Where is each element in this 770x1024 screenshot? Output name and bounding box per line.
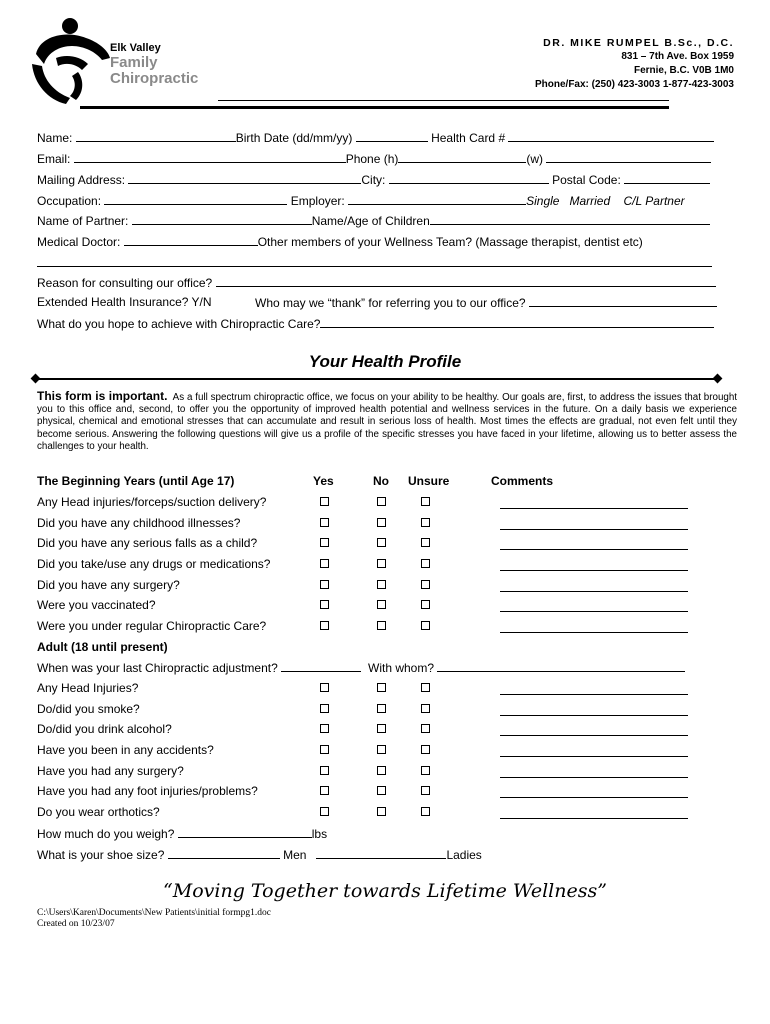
birth-date-label: Birth Date (dd/mm/yy) <box>235 131 353 145</box>
s2-unsure-checkbox[interactable] <box>421 807 430 816</box>
s1-question: Did you have any childhood illnesses? <box>37 516 241 530</box>
s1-comment-field[interactable] <box>500 570 688 571</box>
address-line-2: Fernie, B.C. V0B 1M0 <box>633 65 734 76</box>
partner-field[interactable] <box>132 213 312 225</box>
with-whom-field[interactable] <box>437 660 685 672</box>
with-whom-row <box>368 660 685 675</box>
s1-no-checkbox[interactable] <box>377 559 386 568</box>
last-adjustment-row <box>37 660 361 675</box>
phone-h-field[interactable] <box>398 151 526 163</box>
s2-question: Do/did you drink alcohol? <box>37 722 172 736</box>
s1-unsure-checkbox[interactable] <box>421 538 430 547</box>
referral-field[interactable] <box>529 295 717 307</box>
clinic-contact <box>535 36 734 92</box>
last-adjustment-field[interactable] <box>281 660 361 672</box>
shoe-size-label: What is your shoe size? <box>37 848 165 862</box>
divider-end-left <box>31 374 41 384</box>
s1-comment-field[interactable] <box>500 549 688 550</box>
email-label: Email: <box>37 152 71 166</box>
mailing-address-field[interactable] <box>128 172 361 184</box>
s2-question: Do you wear orthotics? <box>37 805 160 819</box>
birth-date-field[interactable] <box>356 130 428 142</box>
s2-comment-field[interactable] <box>500 756 688 757</box>
col-yes: Yes <box>313 474 334 488</box>
s1-yes-checkbox[interactable] <box>320 497 329 506</box>
s1-yes-checkbox[interactable] <box>320 600 329 609</box>
mailing-address-label: Mailing Address: <box>37 173 126 187</box>
hope-field[interactable] <box>320 316 714 328</box>
s2-no-checkbox[interactable] <box>377 724 386 733</box>
s2-question: Any Head Injuries? <box>37 681 139 695</box>
s2-unsure-checkbox[interactable] <box>421 786 430 795</box>
phone-w-label: (w) <box>526 152 544 166</box>
clinic-logo <box>26 14 226 106</box>
s2-question: Do/did you smoke? <box>37 702 140 716</box>
city-label: City: <box>361 173 386 187</box>
occupation-row <box>37 193 685 208</box>
s1-comment-field[interactable] <box>500 591 688 592</box>
wellness-team-label: Other members of your Wellness Team? (Massage therapist, dentist etc) <box>257 235 643 249</box>
s2-no-checkbox[interactable] <box>377 704 386 713</box>
s1-comment-field[interactable] <box>500 611 688 612</box>
s2-yes-checkbox[interactable] <box>320 745 329 754</box>
s1-no-checkbox[interactable] <box>377 518 386 527</box>
logo-line-3: Chiropractic <box>110 70 199 87</box>
children-field[interactable] <box>430 213 710 225</box>
s1-no-checkbox[interactable] <box>377 538 386 547</box>
phone-w-field[interactable] <box>546 151 711 163</box>
medical-doctor-row <box>37 234 643 249</box>
s2-no-checkbox[interactable] <box>377 745 386 754</box>
s1-no-checkbox[interactable] <box>377 600 386 609</box>
slogan: “Moving Together towards Lifetime Wellness” <box>163 880 607 902</box>
address-row <box>37 172 710 187</box>
s1-question: Did you take/use any drugs or medications? <box>37 557 271 571</box>
s1-yes-checkbox[interactable] <box>320 621 329 630</box>
logo-line-2: Family <box>110 54 158 71</box>
insurance-label[interactable]: Extended Health Insurance? Y/N <box>37 295 212 309</box>
employer-label: Employer: <box>290 194 345 208</box>
email-row <box>37 151 711 166</box>
men-label: Men <box>283 848 307 862</box>
ladies-label: Ladies <box>446 848 482 862</box>
s1-question: Did you have any serious falls as a child? <box>37 536 258 550</box>
reason-row <box>37 275 716 290</box>
city-field[interactable] <box>389 172 549 184</box>
s1-comment-field[interactable] <box>500 632 688 633</box>
name-label: Name: <box>37 131 73 145</box>
divider-end-right <box>713 374 723 384</box>
s2-unsure-checkbox[interactable] <box>421 766 430 775</box>
occupation-label: Occupation: <box>37 194 102 208</box>
medical-doctor-field[interactable] <box>124 234 258 246</box>
s1-question: Were you vaccinated? <box>37 598 156 612</box>
s2-question: Have you had any surgery? <box>37 764 184 778</box>
s2-no-checkbox[interactable] <box>377 786 386 795</box>
s1-question: Did you have any surgery? <box>37 578 180 592</box>
health-card-field[interactable] <box>508 130 714 142</box>
email-field[interactable] <box>74 151 346 163</box>
created-date: Created on 10/23/07 <box>37 919 115 929</box>
s2-comment-field[interactable] <box>500 818 688 819</box>
reason-field[interactable] <box>216 275 716 287</box>
s2-no-checkbox[interactable] <box>377 683 386 692</box>
health-profile-title: Your Health Profile <box>308 352 462 371</box>
s2-comment-field[interactable] <box>500 715 688 716</box>
s2-comment-field[interactable] <box>500 777 688 778</box>
s2-yes-checkbox[interactable] <box>320 683 329 692</box>
hope-row <box>37 316 714 331</box>
weight-unit: lbs <box>311 827 328 841</box>
last-adjustment-label: When was your last Chiropractic adjustment? <box>37 661 278 675</box>
hope-label: What do you hope to achieve with Chiropractic Care? <box>37 317 321 331</box>
referral-label: Who may we “thank” for referring you to our office? <box>255 296 526 310</box>
s1-yes-checkbox[interactable] <box>320 538 329 547</box>
children-label: Name/Age of Children <box>311 214 430 228</box>
s2-question: Have you been in any accidents? <box>37 743 214 757</box>
s2-unsure-checkbox[interactable] <box>421 745 430 754</box>
reason-label: Reason for consulting our office? <box>37 276 213 290</box>
occupation-field[interactable] <box>104 193 287 205</box>
logo-line-1: Elk Valley <box>110 42 161 54</box>
s1-yes-checkbox[interactable] <box>320 559 329 568</box>
with-whom-label: With whom? <box>368 661 435 675</box>
referral-row <box>255 295 717 310</box>
s1-comment-field[interactable] <box>500 508 688 509</box>
s1-yes-checkbox[interactable] <box>320 518 329 527</box>
s1-no-checkbox[interactable] <box>377 497 386 506</box>
s1-unsure-checkbox[interactable] <box>421 497 430 506</box>
name-row <box>37 130 714 145</box>
phone-fax: Phone/Fax: (250) 423-3003 1-877-423-3003 <box>534 79 734 90</box>
s2-comment-field[interactable] <box>500 797 688 798</box>
s2-yes-checkbox[interactable] <box>320 766 329 775</box>
address-line-1: 831 – 7th Ave. Box 1959 <box>621 51 734 62</box>
section-divider <box>36 378 718 380</box>
header-rule-thick <box>80 106 669 109</box>
s2-unsure-checkbox[interactable] <box>421 724 430 733</box>
s1-unsure-checkbox[interactable] <box>421 518 430 527</box>
phone-h-label: Phone (h) <box>345 152 399 166</box>
s2-no-checkbox[interactable] <box>377 807 386 816</box>
s1-unsure-checkbox[interactable] <box>421 580 430 589</box>
intro-paragraph <box>37 390 737 453</box>
doctor-name: DR. MIKE RUMPEL B.Sc., D.C. <box>543 37 734 49</box>
wellness-team-field[interactable] <box>37 266 712 267</box>
weight-field[interactable] <box>178 826 312 838</box>
s1-comment-field[interactable] <box>500 529 688 530</box>
s2-yes-checkbox[interactable] <box>320 704 329 713</box>
postal-code-field[interactable] <box>624 172 710 184</box>
s2-unsure-checkbox[interactable] <box>421 683 430 692</box>
employer-field[interactable] <box>348 193 526 205</box>
s2-comment-field[interactable] <box>500 694 688 695</box>
chiropractic-figure-icon <box>26 14 116 106</box>
s1-yes-checkbox[interactable] <box>320 580 329 589</box>
partner-row <box>37 213 710 228</box>
s1-unsure-checkbox[interactable] <box>421 559 430 568</box>
s2-question: Have you had any foot injuries/problems? <box>37 784 258 798</box>
s1-question: Any Head injuries/forceps/suction delivery? <box>37 495 267 509</box>
weight-row <box>37 826 327 841</box>
s1-unsure-checkbox[interactable] <box>421 600 430 609</box>
col-comments: Comments <box>491 474 554 488</box>
marital-status-options[interactable]: Single Married C/L Partner <box>526 194 685 208</box>
postal-code-label: Postal Code: <box>552 173 621 187</box>
s1-question: Were you under regular Chiropractic Care? <box>37 619 267 633</box>
section2-heading: Adult (18 until present) <box>37 640 168 654</box>
s1-no-checkbox[interactable] <box>377 580 386 589</box>
s1-unsure-checkbox[interactable] <box>421 621 430 630</box>
shoe-size-ladies-field[interactable] <box>316 847 446 859</box>
shoe-size-men-field[interactable] <box>168 847 280 859</box>
s2-yes-checkbox[interactable] <box>320 724 329 733</box>
header-rule-thin <box>218 100 669 101</box>
s2-unsure-checkbox[interactable] <box>421 704 430 713</box>
weight-label: How much do you weigh? <box>37 827 175 841</box>
s1-no-checkbox[interactable] <box>377 621 386 630</box>
shoe-size-row <box>37 847 482 862</box>
partner-label: Name of Partner: <box>37 214 129 228</box>
s2-no-checkbox[interactable] <box>377 766 386 775</box>
health-card-label: Health Card # <box>431 131 506 145</box>
name-field[interactable] <box>76 130 236 142</box>
medical-doctor-label: Medical Doctor: <box>37 235 121 249</box>
section1-heading: The Beginning Years (until Age 17) <box>37 474 235 488</box>
col-no: No <box>373 474 389 488</box>
file-path: C:\Users\Karen\Documents\New Patients\initial formpg1.doc <box>37 908 272 918</box>
s2-comment-field[interactable] <box>500 735 688 736</box>
col-unsure: Unsure <box>408 474 450 488</box>
s2-yes-checkbox[interactable] <box>320 807 329 816</box>
intro-bold: This form is important. <box>37 389 168 403</box>
intro-text: As a full spectrum chiropractic office, we focus on your ability to be healthy. Our goals are, first, to address the issues that brought you to this office and, second, to offer you the opportunity of improved health potential and wellness services in the future. On a daily basis we experience physical, chemical and emotional stresses that can accumulate and result in serious loss of health. Most times the effects are gradual, not even felt until they become serious. Answering the following questions will give us a profile of the specific stresses you have faced in your lifetime, allowing us to better assess the challenges to your health. <box>37 392 738 452</box>
s2-yes-checkbox[interactable] <box>320 786 329 795</box>
